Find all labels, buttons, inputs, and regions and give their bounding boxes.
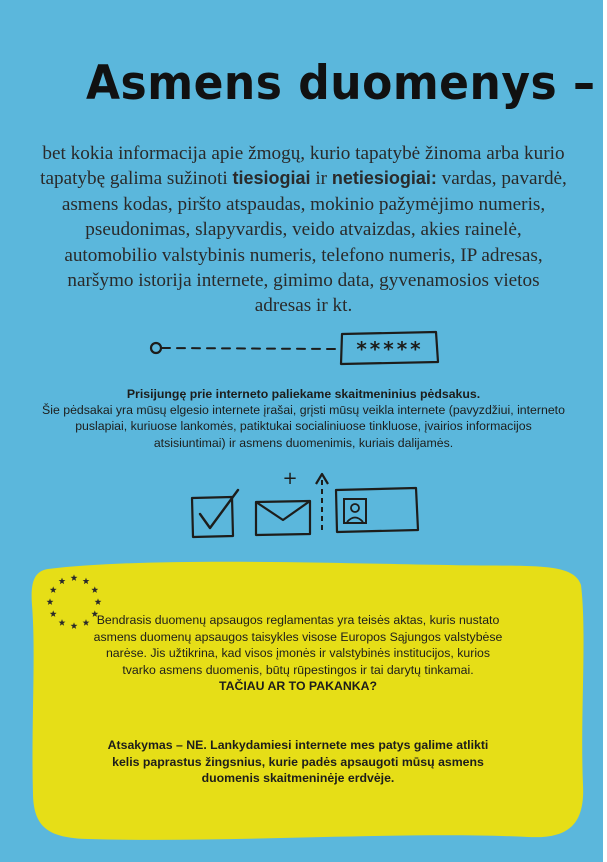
gdpr-question: TAČIAU AR TO PAKANKA? [218, 679, 378, 694]
page-title: Asmens duomenys – [86, 55, 596, 112]
footprints-text [40, 386, 567, 451]
password-key-icon [146, 328, 446, 368]
eu-star-icon [71, 622, 78, 629]
eu-star-icon [47, 598, 54, 605]
checkbox-icon [192, 490, 238, 537]
definition-intro: bet kokia informacija apie žmogų, kurio tapatybė žinoma arba kurio tapatybę galima sužinoti [40, 143, 565, 190]
plus-icon: + [282, 468, 298, 489]
definition-conj: ir [315, 168, 328, 190]
eu-star-icon [71, 574, 78, 581]
password-mask: ***** [356, 337, 424, 361]
gdpr-text [88, 612, 508, 695]
eu-star-icon [50, 610, 57, 617]
definition-direct: tiesiogiai [232, 168, 311, 189]
gdpr-answer: Atsakymas – NE. Lankydamiesi internete mes patys galime atlikti kelis paprastus žingsnius, kurie padės apsaugoti mūsų asmens duomenis skaitmeninėje erdvėje. [107, 738, 489, 786]
definition-examples: vardas, pavardė, asmens kodas, piršto atspaudas, mokinio pažymėjimo numeris, pseudonimas, slapyvardis, veido atvaizdas, akies rainelė, automobilio valstybinis numeris, telefono numeris, IP adresas, naršymo istorija internete, gimimo data, gyvenamosios vietos adresas ir kt. [61, 168, 567, 317]
eu-star-icon [59, 578, 66, 585]
footprints-body: Šie pėdsakai yra mūsų elgesio internete įrašai, grįsti mūsų veikla internete (pavyzdžiui, interneto puslapiai, kuriuose lankomės, patiktukai socialiniuose tinkluose, įvairios informacijos atsisiuntimai) ir asmens duomenimis, kuriais dalijamės. [42, 403, 565, 450]
eu-star-icon [91, 586, 98, 593]
eu-star-icon [95, 598, 102, 605]
definition-text [40, 141, 567, 319]
id-card-icon [336, 488, 418, 532]
gdpr-body: Bendrasis duomenų apsaugos reglamentas yra teisės aktas, kuris nustato asmens duomenų apsaugos taisykles visose Europos Sąjungos valstybėse narėse. Jis užtikrina, kad visos įmonės ir valstybinės institucijos, kurios tvarko asmens duomenis, būtų rūpestingos ir tai darytų tinkamai. [93, 613, 503, 677]
gdpr-panel [28, 555, 587, 845]
upload-arrow-icon [316, 474, 328, 534]
dashed-line [162, 348, 336, 349]
eu-star-icon [83, 578, 90, 585]
page-edge [603, 0, 607, 862]
footprints-lead: Prisijungę prie interneto paliekame skaitmeninius pėdsakus. [126, 387, 481, 401]
eu-star-icon [59, 619, 66, 626]
key-ring-icon [151, 343, 161, 353]
icons-row [186, 466, 426, 546]
envelope-icon [256, 501, 310, 535]
definition-indirect: netiesiogiai: [331, 168, 437, 189]
eu-star-icon [50, 586, 57, 593]
